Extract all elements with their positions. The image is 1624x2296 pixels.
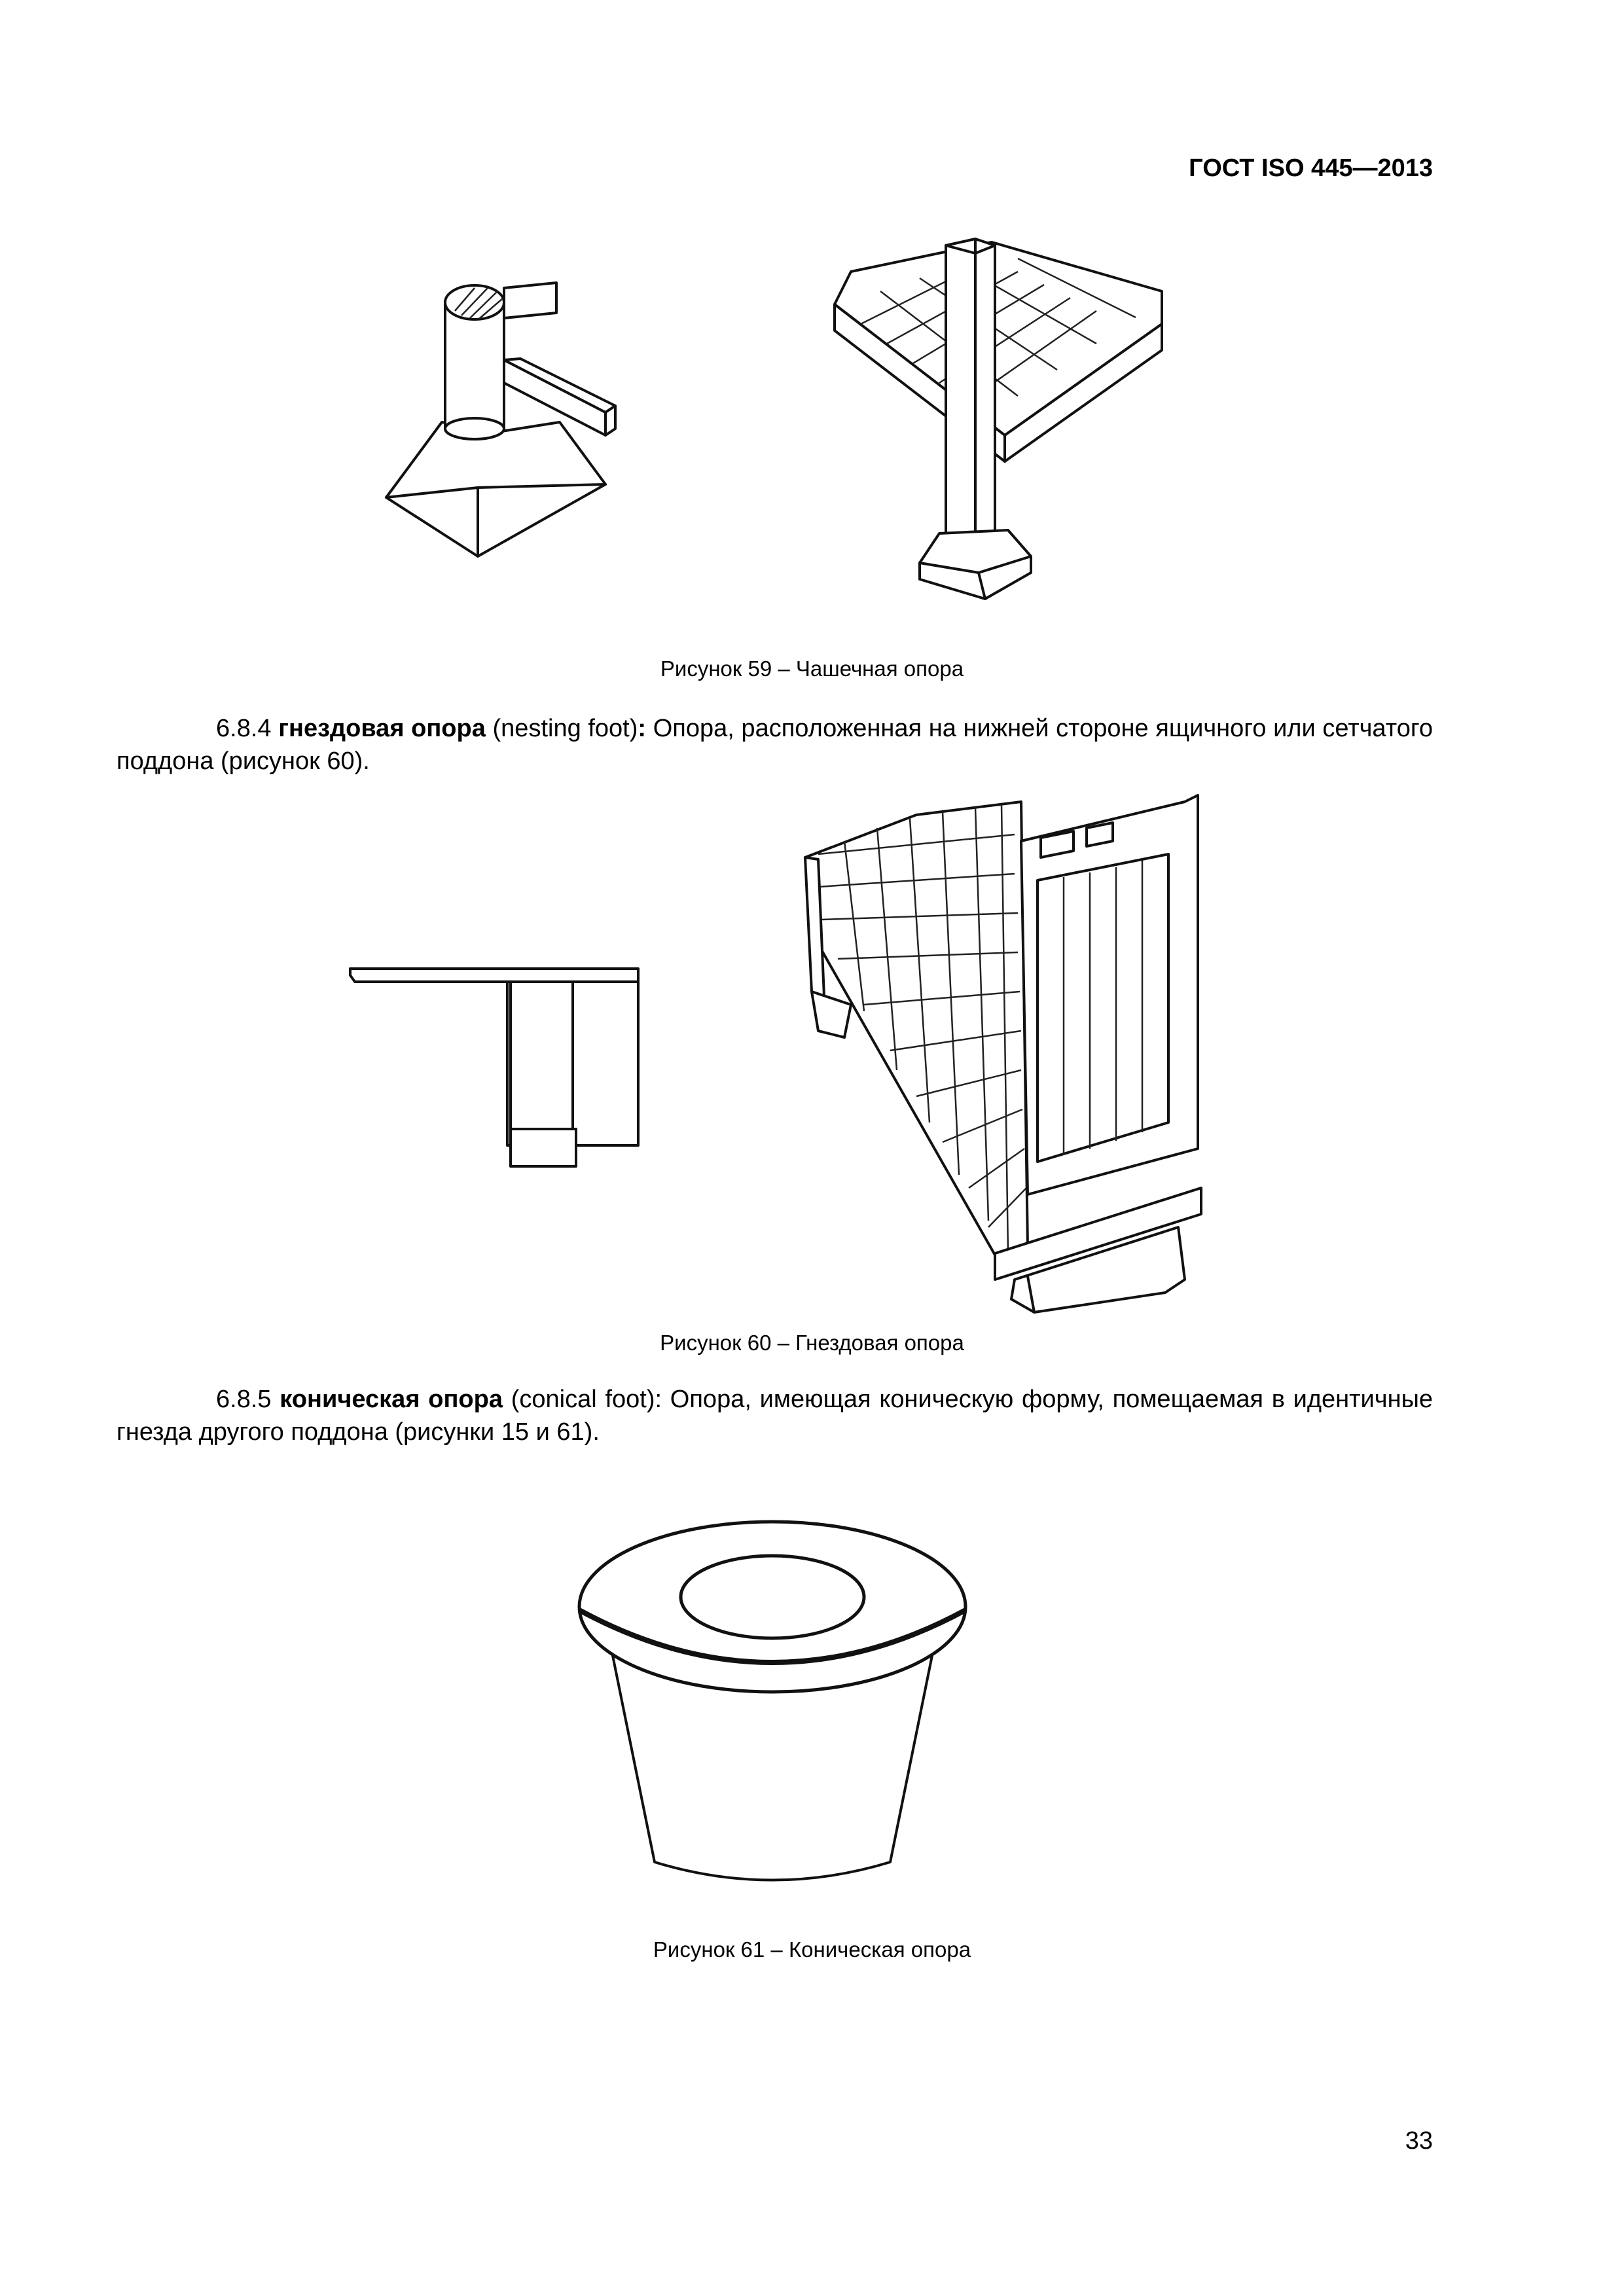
figure-59-post-drawing <box>821 232 1188 605</box>
figure-59-caption: Рисунок 59 – Чашечная опора <box>660 656 964 681</box>
figure-60-box-pallet-drawing <box>799 795 1218 1319</box>
figure-61-caption: Рисунок 61 – Коническая опора <box>653 1937 971 1962</box>
definition-text: Опора, расположенная на нижней стороне ящичного или сетчатого поддона (рисунок 60). <box>117 715 1433 775</box>
paragraph-number: 6.8.5 <box>216 1386 272 1413</box>
term-english: (conical foot): <box>511 1386 662 1413</box>
document-header: ГОСТ ISO 445—2013 <box>1189 154 1433 182</box>
term-nesting-foot: гнездовая опора <box>278 715 486 742</box>
figure-61-conical-foot-drawing <box>569 1505 975 1898</box>
page-number: 33 <box>1405 2127 1433 2155</box>
definition-text: Опора, имеющая коническую форму, помещаемая в идентичные гнезда другого поддона (рисунки 15 и 61). <box>117 1386 1434 1446</box>
term-conical-foot: коническая опора <box>280 1386 503 1413</box>
term-colon: : <box>638 715 647 742</box>
term-english: (nesting foot) <box>492 715 638 742</box>
figure-60-side-view-drawing <box>347 962 648 1172</box>
paragraph-number: 6.8.4 <box>216 715 272 742</box>
paragraph-6-8-5 <box>117 1383 1433 1448</box>
figure-60-caption: Рисунок 60 – Гнездовая опора <box>660 1331 964 1355</box>
paragraph-6-8-4 <box>117 712 1433 778</box>
figure-59-cup-foot-drawing <box>380 275 641 563</box>
